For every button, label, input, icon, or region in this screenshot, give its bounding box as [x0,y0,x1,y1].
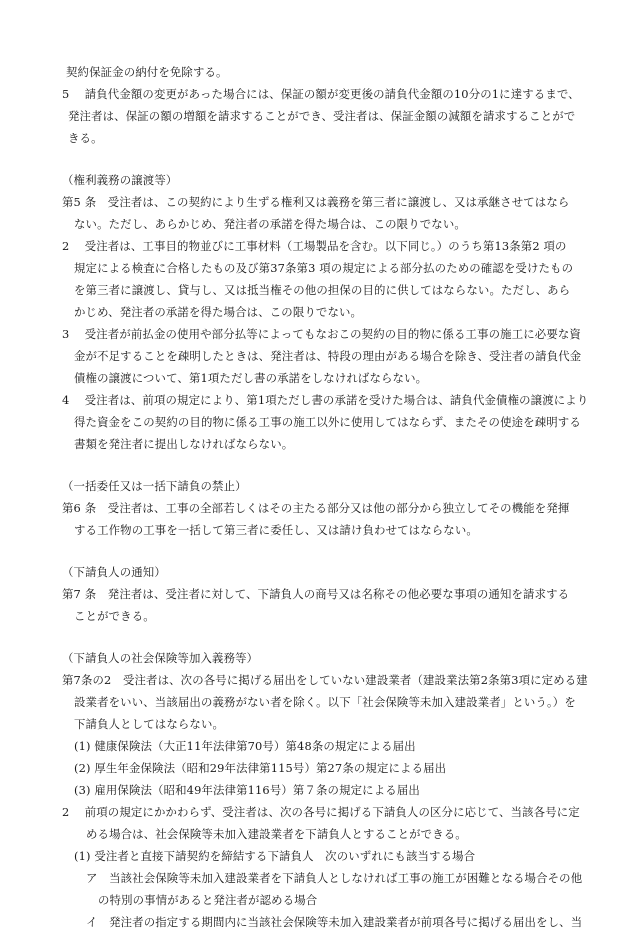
text-line: 設業者をいい、当該届出の義務がない者を除く。以下「社会保険等未加入建設業者」という。）を [74,695,576,709]
text-line: 債権の譲渡について、第1項ただし書の承諾をしなければならない。 [74,371,428,385]
list-item: (2) 厚生年金保険法（昭和29年法律第115号）第27条の規定による届出 [74,761,447,775]
text-line: かじめ、発注者の承諾を得た場合は、この限りでない。 [74,305,363,319]
text-line: 得た資金をこの契約の目的物に係る工事の施工以外に使用してはならず、またその使途を疎明する [74,415,581,429]
text-line: 第7 条 発注者は、受注者に対して、下請負人の商号又は名称その他必要な事項の通知を請求する [62,587,570,601]
list-item: (1) 受注者と直接下請契約を締結する下請負人 次のいずれにも該当する場合 [74,849,476,863]
section-heading: （一括委任又は一括下請負の禁止） [62,479,247,493]
text-line: ことができる。 [74,609,155,623]
list-item: (3) 雇用保険法（昭和49年法律第116号）第７条の規定による届出 [74,783,420,797]
text-line: 3 受注者が前払金の使用や部分払等によってもなおこの契約の目的物に係る工事の施工に必要な資 [62,327,581,341]
text-line: 下請負人としてはならない。 [74,717,225,731]
section-heading: （権利義務の譲渡等） [62,173,178,187]
text-line: する工作物の工事を一括して第三者に委任し、又は請け負わせてはならない。 [74,523,478,537]
text-line: 第6 条 受注者は、工事の全部若しくはその主たる部分又は他の部分から独立してその機能を発揮 [62,501,570,515]
text-line: きる。 [68,131,103,145]
section-heading: （下請負人の社会保険等加入義務等） [62,651,259,665]
text-line: 金が不足することを疎明したときは、発注者は、特段の理由がある場合を除き、受注者の請負代金 [74,349,582,363]
text-line: 契約保証金の納付を免除する。 [66,65,228,79]
section-heading: （下請負人の通知） [62,565,166,579]
list-item: ア 当該社会保険等未加入建設業者を下請負人としなければ工事の施工が困難となる場合その他 [86,871,583,885]
list-item: (1) 健康保険法（大正11年法律第70号）第48条の規定による届出 [74,739,416,753]
text-line: める場合は、社会保険等未加入建設業者を下請負人とすることができる。 [86,827,467,841]
text-line: 5 請負代金額の変更があった場合には、保証の額が変更後の請負代金額の10分の1に達するまで、 [62,87,580,101]
text-line: 第5 条 受注者は、この契約により生ずる権利又は義務を第三者に譲渡し、又は承継させてはなら [62,195,570,209]
text-line: 2 前項の規定にかかわらず、受注者は、次の各号に掲げる下請負人の区分に応じて、当該各号に定 [62,805,580,819]
text-line: 第7条の2 受注者は、次の各号に掲げる届出をしていない建設業者（建設業法第2条第3項に定める建 [62,673,588,687]
text-line: 2 受注者は、工事目的物並びに工事材料（工場製品を含む。以下同じ。）のうち第13条第2 項の [62,239,567,253]
text-line: を第三者に譲渡し、貸与し、又は抵当権その他の担保の目的に供してはならない。ただし、あら [74,283,571,297]
list-item: イ 発注者の指定する期間内に当該社会保険等未加入建設業者が前項各号に掲げる届出をし、当 [86,915,583,929]
text-line: 規定による検査に合格したもの及び第37条第3 項の規定による部分払のための確認を受けたもの [74,261,574,275]
text-line: 4 受注者は、前項の規定により、第1項ただし書の承諾を受けた場合は、請負代金債権の譲渡により [62,393,589,407]
text-line: 発注者は、保証の額の増額を請求することができ、受注者は、保証金額の減額を請求することがで [68,109,576,123]
text-line: の特別の事情があると発注者が認める場合 [98,893,318,907]
text-line: ない。ただし、あらかじめ、発注者の承諾を得た場合は、この限りでない。 [74,217,466,231]
text-line: 書類を発注者に提出しなければならない。 [74,437,294,451]
